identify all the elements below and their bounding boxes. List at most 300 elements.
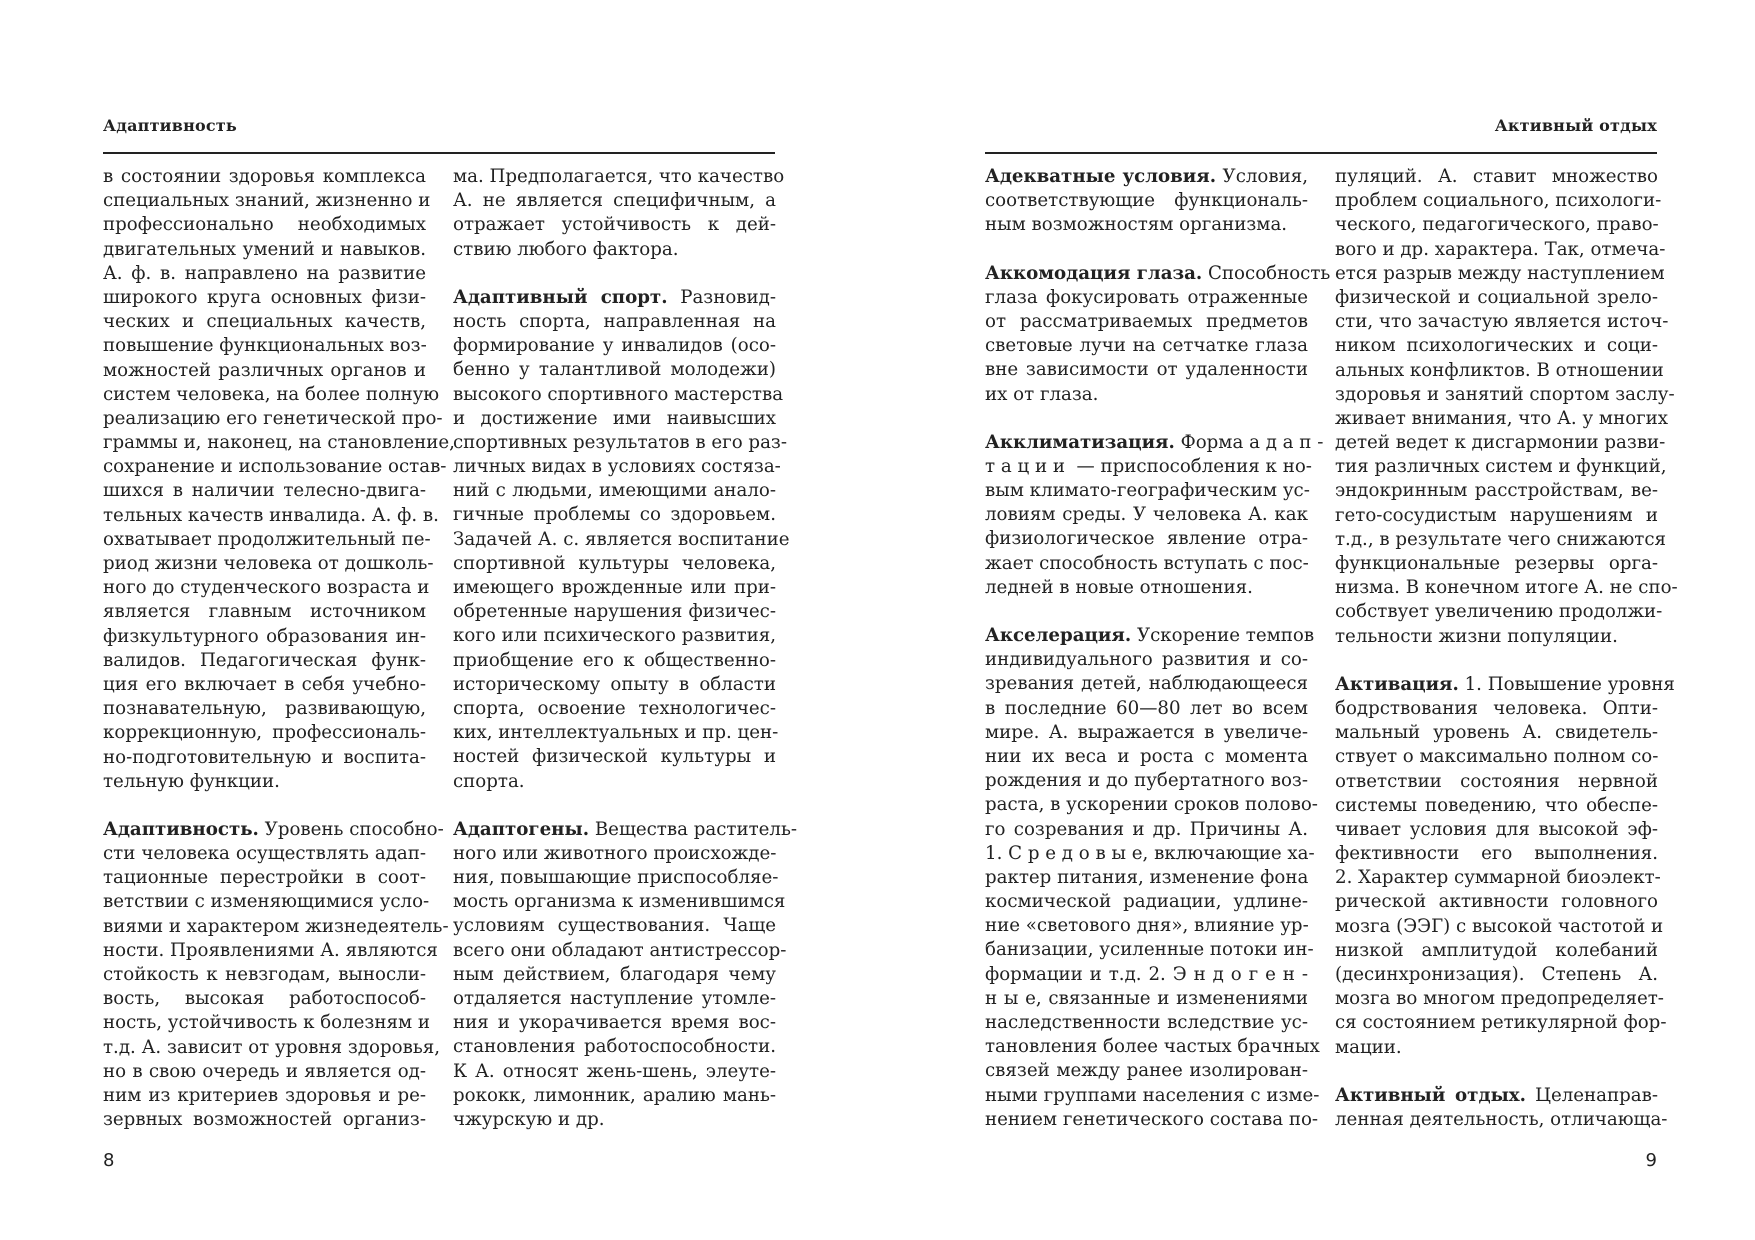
line-text: условиям существования. Чаще	[453, 915, 776, 937]
text-line	[103, 189, 431, 213]
line-text: т а ц и и — приспособления к но-	[985, 455, 1312, 477]
right-page	[985, 0, 1678, 1240]
line-text: мозга (ЭЭГ) с высокой частотой и	[1335, 915, 1664, 937]
line-text: ледней в новые отношения.	[985, 576, 1253, 598]
text-line	[453, 455, 781, 479]
line-text: ния и укорачивается время вос-	[453, 1012, 776, 1034]
line-text: отдаляется наступление утомле-	[453, 988, 776, 1009]
line-text: мозга во многом предопределяет-	[1335, 988, 1664, 1010]
text-line	[985, 262, 1331, 286]
line-text: наследственности вследствие ус-	[985, 1012, 1308, 1033]
text-line	[103, 1060, 426, 1084]
line-text: становления работоспособности.	[453, 1036, 776, 1058]
line-text: ность спорта, направленная на	[453, 310, 776, 332]
line-text: ния, повышающие приспособляе-	[453, 867, 779, 889]
line-text: детей ведет к дисгармонии разви-	[1335, 432, 1666, 454]
text-line	[453, 1084, 776, 1108]
line-text: всего они обладают антистрессор-	[453, 939, 787, 961]
text-line	[1335, 359, 1664, 383]
line-text: спорта.	[453, 770, 525, 792]
line-text: чивает условия для высокой эф-	[1335, 818, 1658, 840]
text-line	[103, 310, 426, 334]
text-line	[985, 431, 1324, 455]
line-text: систем человека, на более полную	[103, 383, 440, 405]
line-text: бодрствования человека. Опти-	[1335, 697, 1658, 719]
line-text: физиологическое явление отра-	[985, 528, 1308, 550]
text-line	[1335, 286, 1658, 310]
line-text: виями и характером жизнедеятель-	[103, 915, 449, 937]
line-text: системы поведению, что обеспе-	[1335, 794, 1658, 816]
line-text: тельных качеств инвалида. А. ф. в.	[103, 504, 439, 526]
dictionary-entry	[1335, 673, 1675, 1060]
line-text: ние «светового дня», влияние ур-	[985, 915, 1309, 937]
line-text: и достижение ими наивысших	[453, 407, 776, 429]
text-line	[453, 818, 798, 842]
line-text: т.д., в результате чего снижаются	[1335, 528, 1667, 550]
text-line	[453, 890, 786, 914]
text-line	[985, 286, 1308, 310]
text-line	[103, 383, 440, 407]
text-line	[1335, 794, 1658, 818]
line-text: ным действием, благодаря чему	[453, 963, 776, 985]
entry-term: Активный отдых.	[1335, 1084, 1526, 1106]
line-text: тия различных систем и функций,	[1335, 456, 1667, 478]
line-text: ответствии состояния нервной	[1335, 770, 1658, 792]
text-line	[453, 286, 776, 310]
text-line	[453, 673, 776, 697]
line-text: но в свою очередь и является од-	[103, 1060, 426, 1082]
line-text: от рассматриваемых предметов	[985, 310, 1308, 332]
line-text: физической и социальной зрело-	[1335, 286, 1658, 308]
text-line	[985, 1108, 1319, 1132]
dictionary-entry	[985, 165, 1308, 238]
text-line	[103, 213, 426, 237]
text-line	[453, 842, 776, 866]
line-text: банизации, усиленные потоки ин-	[985, 939, 1314, 961]
line-text: рождения и до пубертатного воз-	[985, 770, 1308, 792]
text-line	[103, 721, 426, 745]
text-line	[103, 455, 447, 479]
line-text: приобщение его к общественно-	[453, 649, 776, 671]
line-text: сохранение и использование остав-	[103, 456, 447, 478]
text-line	[103, 600, 426, 624]
line-text: 2. Характер суммарной биоэлект-	[1335, 867, 1661, 889]
line-text: кого или психического развития,	[453, 625, 776, 647]
line-text: мость организма к изменившимся	[453, 891, 786, 913]
line-text: Форма а д а п -	[1174, 431, 1324, 453]
line-text: спорта, освоение технологичес-	[453, 697, 776, 719]
line-text: ствует о максимально полном со-	[1335, 746, 1659, 768]
line-text: рактер питания, изменение фона	[985, 866, 1309, 888]
text-line	[985, 1035, 1320, 1059]
line-text: глаза фокусировать отраженные	[985, 286, 1308, 308]
line-text: раста, в ускорении сроков полово-	[985, 794, 1318, 816]
text-line	[103, 1011, 431, 1035]
line-text: ветствии с изменяющимися усло-	[103, 891, 430, 913]
text-line	[453, 745, 776, 769]
text-line	[103, 890, 430, 914]
line-text: личных видах в условиях состяза-	[453, 456, 781, 478]
text-line	[103, 407, 443, 431]
line-text: индивидуального развития и со-	[985, 649, 1308, 671]
text-line	[1335, 745, 1658, 769]
dictionary-entry	[103, 818, 449, 1132]
text-line	[985, 455, 1312, 479]
text-line	[103, 1108, 426, 1132]
line-text: нии их веса и роста с момента	[985, 745, 1308, 767]
line-text: низма. В конечном итоге А. не спо-	[1335, 577, 1678, 599]
text-line	[103, 504, 439, 528]
line-text: ным возможностям организма.	[985, 214, 1288, 236]
entry-continuation	[103, 165, 455, 794]
line-text: ется разрыв между наступлением	[1335, 262, 1665, 284]
line-text: зервных возможностей организ-	[103, 1109, 426, 1131]
line-text: Условия,	[1216, 166, 1308, 187]
line-text: проблем социального, психологи-	[1335, 190, 1662, 212]
line-text: риод жизни человека от дошколь-	[103, 553, 434, 574]
text-line	[453, 407, 776, 431]
line-text: н ы е, связанные и изменениями	[985, 987, 1308, 1009]
entry-term: Адаптогены.	[453, 818, 590, 840]
text-line	[985, 818, 1308, 842]
text-line	[1335, 383, 1675, 407]
line-text: ний с людьми, имеющими анало-	[453, 480, 776, 502]
text-line	[453, 358, 776, 382]
line-text: космической радиации, удлине-	[985, 891, 1308, 913]
line-text: собствует увеличению продолжи-	[1335, 601, 1663, 623]
line-text: познавательную, развивающую,	[103, 698, 426, 720]
text-line	[985, 842, 1315, 866]
line-text: тационные перестройки в соот-	[103, 867, 426, 889]
line-text: А. не является специфичным, а	[453, 190, 776, 212]
column	[103, 165, 455, 1156]
text-line	[1335, 987, 1664, 1011]
line-text: ма. Предполагается, что качество	[453, 166, 785, 187]
text-line	[103, 673, 426, 697]
text-line	[103, 334, 426, 358]
text-line	[453, 213, 776, 237]
line-text: т.д. А. зависит от уровня здоровья,	[103, 1036, 440, 1058]
text-line	[1335, 479, 1658, 503]
text-line	[1335, 238, 1666, 262]
text-line	[1335, 504, 1658, 528]
line-text: Способность	[1202, 262, 1331, 284]
text-line	[453, 310, 776, 334]
text-line	[103, 818, 444, 842]
text-line	[1335, 431, 1666, 455]
text-line	[453, 1108, 776, 1132]
line-text: го созревания и др. Причины А.	[985, 818, 1308, 840]
text-line	[453, 1060, 776, 1084]
entry-continuation	[1335, 165, 1678, 649]
line-text: фективности его выполнения.	[1335, 843, 1658, 865]
text-line	[103, 479, 426, 503]
text-line	[1335, 770, 1658, 794]
text-line	[453, 528, 790, 552]
entry-term: Адекватные условия.	[985, 166, 1217, 187]
text-line	[453, 770, 776, 794]
line-text: в состоянии здоровья комплекса	[103, 166, 426, 187]
text-line	[985, 383, 1308, 407]
line-text: мальный уровень А. свидетель-	[1335, 722, 1658, 744]
text-line	[985, 769, 1308, 793]
text-line	[103, 987, 426, 1011]
text-line	[1335, 697, 1658, 721]
line-text: ческих и специальных качеств,	[103, 311, 426, 333]
text-line	[1335, 262, 1665, 286]
line-text: ловиям среды. У человека А. как	[985, 504, 1308, 526]
line-text: сти человека осуществлять адап-	[103, 843, 426, 865]
text-line	[1335, 1084, 1658, 1108]
line-text: ного или животного происхожде-	[453, 842, 777, 864]
line-text: широкого круга основных физи-	[103, 286, 426, 308]
line-text: 1. С р е д о в ы е, включающие ха-	[985, 842, 1315, 864]
line-text: коррекционную, профессиональ-	[103, 722, 426, 744]
line-text: ческого, педагогического, право-	[1335, 214, 1659, 236]
line-text: вость, высокая работоспособ-	[103, 988, 426, 1010]
dictionary-entry	[453, 818, 798, 1132]
text-line	[103, 262, 426, 286]
line-text: граммы и, наконец, на становление,	[103, 432, 455, 454]
line-text: физкультурного образования ин-	[103, 625, 426, 647]
line-text: ного до студенческого возраста и	[103, 577, 430, 599]
text-line	[103, 963, 426, 987]
line-text: отражает устойчивость к дей-	[453, 214, 776, 236]
line-text: (десинхронизация). Степень А.	[1335, 964, 1658, 985]
line-text: рической активности головного	[1335, 891, 1658, 913]
text-line	[985, 624, 1315, 648]
text-line	[1335, 334, 1658, 358]
line-text: чжурскую и др.	[453, 1108, 605, 1130]
text-line	[985, 310, 1308, 334]
text-line	[453, 649, 776, 673]
entry-term: Аккомодация глаза.	[985, 262, 1203, 284]
text-line	[453, 866, 779, 890]
line-text: Разновид-	[667, 286, 776, 308]
text-line	[985, 745, 1308, 769]
text-line	[103, 165, 426, 189]
text-line	[453, 1035, 776, 1059]
text-line	[453, 552, 776, 576]
line-text: тельности жизни популяции.	[1335, 625, 1618, 647]
entry-term: Акселерация.	[985, 625, 1132, 646]
line-text: А. ф. в. направлено на развитие	[103, 262, 426, 284]
line-text: мире. А. выражается в увеличе-	[985, 721, 1308, 743]
line-text: гето-сосудистым нарушениям и	[1335, 504, 1658, 526]
text-line	[985, 721, 1308, 745]
line-text: спортивных результатов в его раз-	[453, 431, 787, 453]
text-line	[985, 479, 1308, 503]
entry-term: Акклиматизация.	[985, 431, 1175, 453]
text-line	[985, 914, 1308, 938]
text-line	[103, 697, 426, 721]
line-text: охватывает продолжительный пе-	[103, 528, 431, 550]
text-line	[1335, 528, 1667, 552]
text-line	[453, 1011, 776, 1035]
line-text: ностей физической культуры и	[453, 746, 776, 768]
text-line	[453, 479, 776, 503]
line-text: профессионально необходимых	[103, 214, 426, 236]
line-text: тельную функции.	[103, 770, 280, 792]
text-line	[103, 625, 426, 649]
dictionary-entry	[985, 262, 1331, 407]
text-line	[1335, 818, 1658, 842]
entry-term: Адаптивный спорт.	[453, 286, 668, 308]
line-text: валидов. Педагогическая функ-	[103, 649, 426, 671]
text-line	[1335, 890, 1658, 914]
text-line	[453, 334, 776, 358]
text-line	[1335, 721, 1658, 745]
running-head: Активный отдых	[1494, 116, 1657, 135]
line-text: световые лучи на сетчатке глаза	[985, 335, 1308, 357]
dictionary-entry	[985, 624, 1320, 1132]
text-line	[103, 238, 426, 262]
text-line	[1335, 213, 1658, 237]
text-line	[985, 648, 1308, 672]
line-text: реализацию его генетической про-	[103, 407, 443, 429]
text-line	[1335, 552, 1658, 576]
entry-term: Адаптивность.	[103, 818, 259, 840]
header-rule	[103, 152, 775, 154]
entry-continuation	[453, 165, 785, 262]
text-line	[103, 649, 426, 673]
text-line	[453, 624, 776, 648]
line-text: 1. Повышение уровня	[1458, 673, 1675, 695]
line-text: ним из критериев здоровья и ре-	[103, 1084, 426, 1106]
text-line	[985, 1084, 1320, 1108]
text-line	[103, 286, 426, 310]
text-line	[1335, 1011, 1667, 1035]
line-text: зревания детей, наблюдающееся	[985, 673, 1308, 695]
text-line	[985, 938, 1314, 962]
text-line	[985, 165, 1308, 189]
line-text: является главным источником	[103, 601, 426, 623]
line-text: соответствующие функциональ-	[985, 190, 1308, 212]
line-text: Целенаправ-	[1525, 1084, 1659, 1106]
text-line	[1335, 1108, 1668, 1132]
line-text: но-подготовительную и воспита-	[103, 746, 426, 768]
text-line	[985, 697, 1308, 721]
text-line	[1335, 866, 1661, 890]
text-line	[985, 334, 1308, 358]
line-text: ствию любого фактора.	[453, 238, 679, 260]
line-text: тановления более частых брачных	[985, 1036, 1320, 1058]
text-line	[1335, 963, 1658, 987]
text-line	[453, 503, 776, 527]
line-text: нением генетического состава по-	[985, 1108, 1319, 1130]
line-text: низкой амплитудой колебаний	[1335, 939, 1658, 961]
text-line	[103, 866, 426, 890]
text-line	[1335, 915, 1664, 939]
text-line	[985, 1059, 1308, 1083]
line-text: связей между ранее изолирован-	[985, 1060, 1308, 1082]
line-text: имеющего врожденные или при-	[453, 577, 776, 598]
line-text: формации и т.д. 2. Э н д о г е н -	[985, 963, 1308, 985]
text-line	[453, 600, 776, 624]
line-text: ленная деятельность, отличающа-	[1335, 1108, 1668, 1130]
text-line	[453, 576, 776, 600]
line-text: мации.	[1335, 1036, 1402, 1058]
text-line	[985, 987, 1308, 1011]
line-text: пуляций. А. ставит множество	[1335, 166, 1658, 187]
column	[453, 165, 798, 1156]
text-line	[985, 503, 1308, 527]
text-line	[985, 213, 1308, 237]
line-text: вого и др. характера. Так, отмеча-	[1335, 238, 1666, 260]
text-line	[985, 866, 1308, 890]
text-line	[985, 358, 1308, 382]
line-text: рококк, лимонник, аралию мань-	[453, 1084, 776, 1106]
text-line	[1335, 673, 1675, 697]
line-text: спортивной культуры человека,	[453, 552, 776, 574]
text-line	[453, 721, 779, 745]
line-text: стойкость к невзгодам, выносли-	[103, 964, 426, 985]
text-line	[985, 1011, 1308, 1035]
dictionary-entry	[985, 431, 1324, 600]
line-text: функциональные резервы орга-	[1335, 553, 1658, 574]
text-line	[985, 552, 1308, 576]
line-text: Уровень способно-	[258, 818, 444, 840]
line-text: живает внимания, что А. у многих	[1335, 407, 1669, 429]
line-text: гичные проблемы со здоровьем.	[453, 504, 776, 526]
text-line	[103, 842, 426, 866]
text-line	[985, 672, 1308, 696]
text-line	[103, 528, 431, 552]
text-line	[103, 576, 430, 600]
text-line	[1335, 189, 1662, 213]
text-line	[453, 963, 776, 987]
text-line	[103, 746, 426, 770]
text-line	[985, 527, 1308, 551]
page-number: 8	[103, 1150, 115, 1171]
text-line	[1335, 842, 1658, 866]
line-text: двигательных умений и навыков.	[103, 238, 426, 260]
text-line	[453, 238, 776, 262]
line-text: бенно у талантливой молодежи)	[453, 359, 776, 381]
line-text: шихся в наличии телесно-двига-	[103, 480, 426, 502]
line-text: историческому опыту в области	[453, 673, 776, 695]
line-text: альных конфликтов. В отношении	[1335, 359, 1664, 381]
line-text: ция его включает в себя учебно-	[103, 673, 426, 695]
text-line	[1335, 310, 1669, 334]
line-text: ких, интеллектуальных и пр. цен-	[453, 722, 779, 744]
text-line	[103, 915, 449, 939]
line-text: ности. Проявлениями А. являются	[103, 939, 438, 961]
line-text: К А. относят жень-шень, элеуте-	[453, 1060, 776, 1082]
line-text: повышение функциональных воз-	[103, 335, 427, 357]
text-line	[103, 552, 434, 576]
line-text: высокого спортивного мастерства	[453, 383, 784, 405]
text-line	[1335, 625, 1658, 649]
text-line	[985, 576, 1308, 600]
column	[985, 165, 1331, 1156]
line-text: обретенные нарушения физичес-	[453, 601, 776, 623]
text-line	[103, 770, 426, 794]
text-line	[453, 431, 787, 455]
text-line	[103, 939, 438, 963]
text-line	[985, 890, 1308, 914]
text-line	[1335, 600, 1663, 624]
line-text: ником психологических и соци-	[1335, 335, 1658, 357]
line-text: здоровья и занятий спортом заслу-	[1335, 383, 1675, 405]
line-text: в последние 60—80 лет во всем	[985, 697, 1308, 719]
text-line	[453, 189, 776, 213]
text-line	[103, 1036, 440, 1060]
text-line	[1335, 165, 1658, 189]
text-line	[1335, 407, 1669, 431]
line-text: эндокринным расстройствам, ве-	[1335, 480, 1658, 502]
page-number: 9	[1645, 1150, 1657, 1171]
